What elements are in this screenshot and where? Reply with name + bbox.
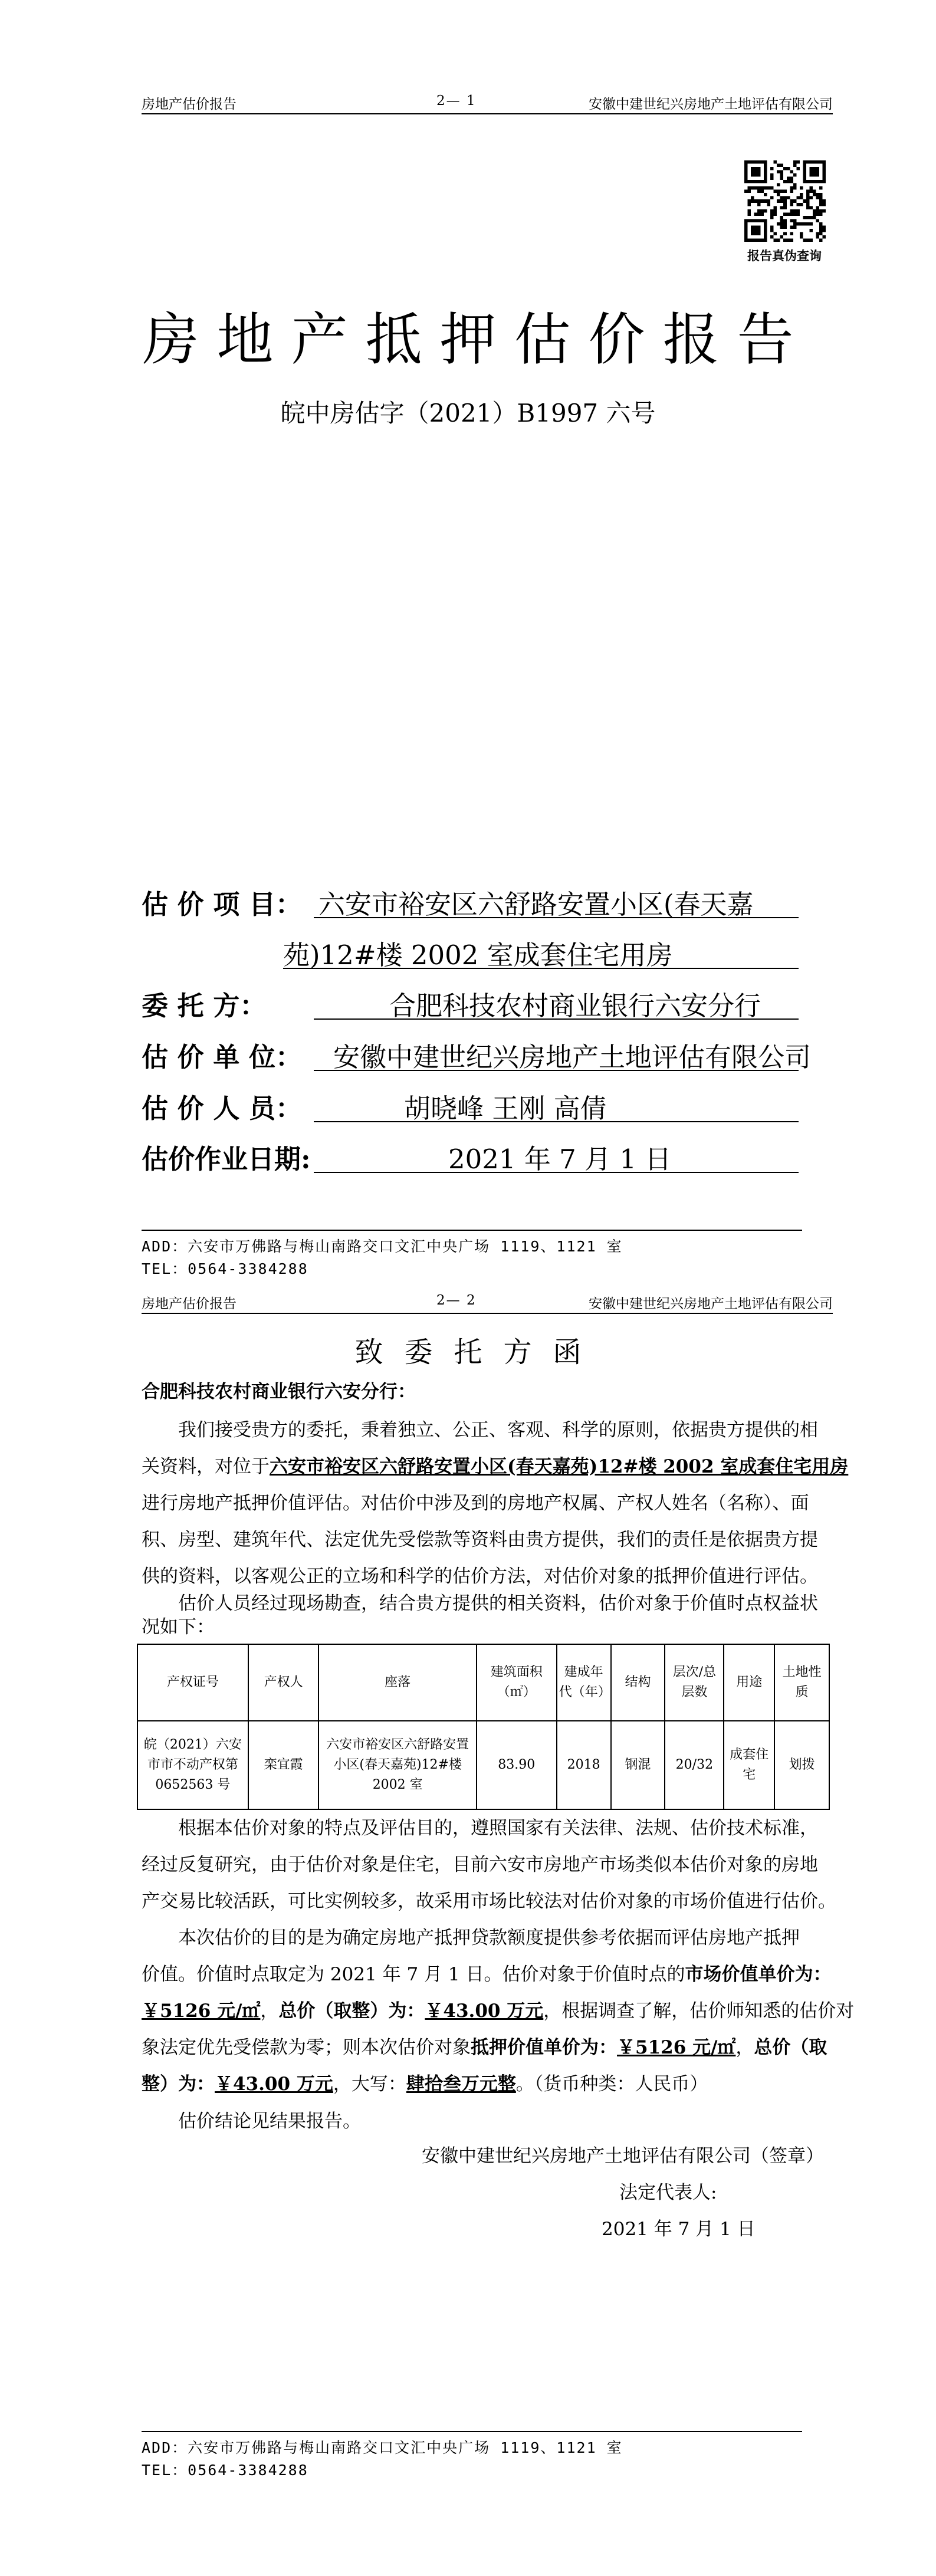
- market-total-price: ￥43.00 万元: [425, 2000, 544, 2022]
- table-header-row: [137, 1644, 829, 1721]
- info-row-project: [142, 883, 794, 921]
- table-header-cell: 座落: [318, 1644, 476, 1721]
- text-line: 根据本估价对象的特点及评估目的，遵照国家有关法律、法规、估价技术标准，: [178, 1818, 818, 1839]
- paragraph-closing: [142, 2103, 832, 2140]
- page-header: [142, 1288, 833, 1314]
- text-span: 象法定优先受偿款为零；则本次估价对象: [142, 2037, 471, 2058]
- underline: [314, 1172, 799, 1173]
- paragraph-intro: [142, 1412, 849, 1595]
- text-line: 产交易比较活跃，可比实例较多，故采用市场比较法对估价对象的市场价值进行估价。: [142, 1891, 836, 1912]
- date-value: 2021 年 7 月 1 日: [448, 1144, 672, 1175]
- page-footer: [142, 1236, 623, 1280]
- text-line: 况如下：: [142, 1616, 215, 1638]
- table-cell: 栾宜霞: [248, 1721, 319, 1809]
- table-header-cell: 结构: [611, 1644, 665, 1721]
- header-left: 房地产估价报告: [142, 97, 237, 112]
- appraiser-value: 安徽中建世纪兴房地产土地评估有限公司: [333, 1041, 812, 1073]
- signature-company: 安徽中建世纪兴房地产土地评估有限公司（签章）: [422, 2145, 824, 2167]
- mortgage-total-label-cont: 整）为：: [142, 2074, 215, 2095]
- text-span: ，: [735, 2037, 754, 2058]
- footer-address: ADD：六安市万佛路与梅山南路交口文汇中央广场 1119、1121 室: [142, 2439, 623, 2456]
- text-line: 本次估价的目的是为确定房地产抵押贷款额度提供参考依据而评估房地产抵押: [178, 1927, 800, 1949]
- client-label: 委 托 方：: [142, 990, 267, 1021]
- header-page-number: 2— 2: [436, 1293, 477, 1308]
- table-cell: 2018: [557, 1721, 611, 1809]
- qr-label: 报告真伪查询: [747, 248, 822, 263]
- info-row-staff: [142, 1087, 794, 1125]
- text-line: 进行房地产抵押价值评估。对估价中涉及到的房地产权属、产权人姓名（名称）、面: [142, 1493, 809, 1514]
- project-value-cont: 苑)12#楼 2002 室成套住宅用房: [283, 939, 673, 971]
- table-header-cell: 用途: [724, 1644, 774, 1721]
- header-left: 房地产估价报告: [142, 1296, 237, 1312]
- project-label: 估 价 项 目：: [142, 889, 302, 920]
- text-span: ，根据调查了解，估价师知悉的估价对: [543, 2000, 855, 2022]
- underline: [314, 1018, 799, 1020]
- text-line: [142, 1993, 855, 2029]
- addressee: 合肥科技农村商业银行六安分行：: [142, 1381, 416, 1402]
- table-cell: 六安市裕安区六舒路安置小区(春天嘉苑)12#楼 2002 室: [318, 1721, 476, 1809]
- letter-title: 致委托方函: [354, 1336, 603, 1369]
- footer-tel: TEL：0564-3384288: [142, 1260, 308, 1277]
- paragraph-status: [142, 1592, 832, 1639]
- info-row-project-cont: [142, 934, 794, 971]
- signature-date: 2021 年 7 月 1 日: [602, 2219, 756, 2240]
- paragraph-method: [142, 1810, 836, 1920]
- header-page-number: 2— 1: [436, 93, 477, 109]
- text-line: 经过反复研究，由于估价对象是住宅，目前六安市房地产市场类似本估价对象的房地: [142, 1854, 818, 1875]
- table-cell: 20/32: [665, 1721, 724, 1809]
- table-header-cell: 建筑面积（㎡）: [477, 1644, 557, 1721]
- staff-value: 胡晓峰 王刚 高倩: [404, 1093, 607, 1124]
- underline: [314, 1121, 799, 1122]
- mortgage-total-label: 总价（取: [754, 2037, 827, 2058]
- info-row-date: [142, 1138, 794, 1175]
- table-header-cell: 土地性质: [774, 1644, 829, 1721]
- qr-code-icon[interactable]: [744, 160, 826, 242]
- text-line: [142, 1448, 849, 1485]
- property-address: 六安市裕安区六舒路安置小区(春天嘉苑)12#楼 2002 室成套住宅用房: [270, 1456, 849, 1477]
- table-cell: 成套住宅: [724, 1721, 774, 1809]
- date-label: 估价作业日期:: [142, 1144, 311, 1175]
- table-header-cell: 产权人: [248, 1644, 319, 1721]
- info-row-appraiser: [142, 1036, 812, 1073]
- letter-page: [0, 1288, 936, 2576]
- footer-divider: [142, 1230, 802, 1231]
- paragraph-conclusion: [142, 1920, 855, 2102]
- mortgage-unit-price-label: 抵押价值单价为：: [471, 2037, 617, 2058]
- table-cell: 钢混: [611, 1721, 665, 1809]
- staff-label: 估 价 人 员：: [142, 1093, 302, 1124]
- text-line: 积、房型、建筑年代、法定优先受偿款等资料由贵方提供，我们的责任是依据贵方提: [142, 1529, 818, 1550]
- text-span: 。（货币种类：人民币）: [515, 2074, 708, 2095]
- total-price-label: 总价（取整）为：: [278, 2000, 425, 2022]
- footer-address: ADD：六安市万佛路与梅山南路交口文汇中央广场 1119、1121 室: [142, 1238, 623, 1255]
- underline: [314, 917, 799, 918]
- document-number: 皖中房估字（2021）B1997 六号: [280, 399, 656, 428]
- client-value: 合肥科技农村商业银行六安分行: [389, 990, 761, 1021]
- table-cell: 皖（2021）六安市市不动产权第 0652563 号: [137, 1721, 248, 1809]
- footer-divider: [142, 2431, 802, 2432]
- text-line: 估价结论见结果报告。: [178, 2111, 361, 2132]
- mortgage-total-price: ￥43.00 万元: [215, 2074, 333, 2095]
- signature-representative: 法定代表人:: [619, 2182, 717, 2203]
- header-company: 安徽中建世纪兴房地产土地评估有限公司: [589, 97, 833, 112]
- market-unit-price: ￥5126 元/㎡: [142, 2000, 261, 2022]
- underline: [283, 968, 799, 969]
- mortgage-unit-price: ￥5126 元/㎡: [617, 2037, 736, 2058]
- text-line: [142, 2029, 832, 2066]
- text-span: 价值。价值时点取定为 2021 年 7 月 1 日。估价对象于价值时点的: [142, 1964, 685, 1985]
- page-footer: [142, 2437, 623, 2482]
- text-line: 我们接受贵方的委托，秉着独立、公正、客观、科学的原则，依据贵方提供的相: [178, 1420, 818, 1441]
- text-line: 供的资料，以客观公正的立场和科学的估价方法，对估价对象的抵押价值进行评估。: [142, 1566, 818, 1587]
- report-title: 房地产抵押估价报告: [142, 307, 812, 373]
- text-line: [142, 2066, 832, 2102]
- page-header: [142, 88, 833, 114]
- text-line: [142, 1956, 832, 1993]
- footer-tel: TEL：0564-3384288: [142, 2462, 308, 2479]
- table-row: [137, 1721, 829, 1809]
- table-cell: 划拨: [774, 1721, 829, 1809]
- table-header-cell: 产权证号: [137, 1644, 248, 1721]
- table-header-cell: 建成年代（年）: [557, 1644, 611, 1721]
- table-cell: 83.90: [477, 1721, 557, 1809]
- property-table: [137, 1644, 830, 1810]
- text-line: 估价人员经过现场勘查，结合贵方提供的相关资料，估价对象于价值时点权益状: [178, 1593, 818, 1614]
- text-span: 关资料，对位于: [142, 1456, 270, 1477]
- underline: [314, 1070, 799, 1071]
- text-span: ，: [260, 2000, 279, 2022]
- header-company: 安徽中建世纪兴房地产土地评估有限公司: [589, 1296, 833, 1312]
- info-row-client: [142, 984, 794, 1022]
- market-unit-price-label: 市场价值单价为：: [685, 1964, 832, 1985]
- project-value: 六安市裕安区六舒路安置小区(春天嘉: [318, 889, 754, 920]
- appraiser-label: 估 价 单 位：: [142, 1041, 302, 1073]
- amount-in-words: 肆拾叁万元整: [406, 2074, 516, 2095]
- table-header-cell: 层次/总层数: [665, 1644, 724, 1721]
- text-span: ，大写：: [333, 2074, 406, 2095]
